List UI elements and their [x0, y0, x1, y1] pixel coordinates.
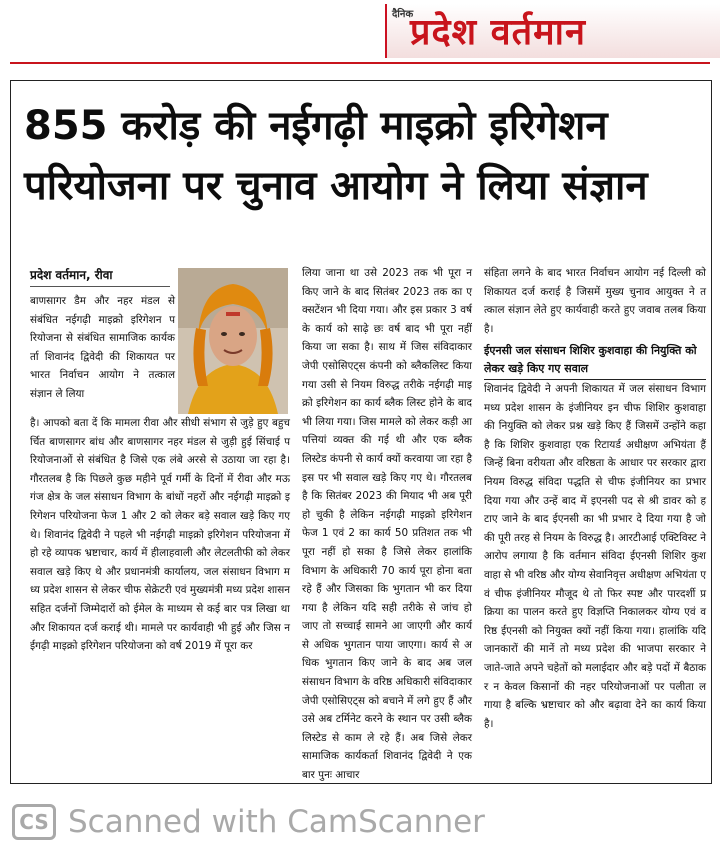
article-column-1-body: है। आपको बता दें कि मामला रीवा और सीधी संभाग से जुड़े हुए बहुचर्चित बाणसागर बांध और बाणसागर नहर मंडल से जुड़ी हुई सिंचाई परियोजनाओं से संबंधित है जिसे एक लंबे अरसे से उठाया जा रहा है। गौरतलब है कि पिछले कुछ महीने पूर्व गर्मी के दिनों में रीवा और मऊगंज क्षेत्र के जल संसाधन विभाग के बांधों नहरों और नईगढ़ी माइक्रो इरिगेशन परियोजना फेज 1 और 2 को लेकर बड़े सवाल खड़े किए गए थे। शिवानंद द्विवेदी ने पहले भी नईगढ़ी माइक्रो इरिगेशन परियोजना में हो रहे व्यापक भ्रष्टाचार, कार्य में हीलाहवाली और लेटलतीफी को लेकर सवाल खड़े किए थे और प्रधानमंत्री कार्यालय, जल संसाधन विभाग मध्य प्रदेश शासन से लेकर चीफ सेक्रेटरी एवं मुख्यमंत्री मध्य प्रदेश शासन सहित दर्जनों जिम्मेदारों को ईमेल के माध्यम से कई बार पत्र लिखा था और शिकायत दर्ज कराई थी। मामले पर कार्यवाही भी हुई और जिस नईगढ़ी माइक्रो इरिगेशन परियोजना को वर्ष 2019 में पूरा कर [30, 417, 290, 653]
article-column-1-intro: बाणसागर डैम और नहर मंडल से संबंधित नईगढ़ी माइक्रो इरिगेशन परियोजना से संबंधित सामाजिक कार्यकर्ता शिवानंद द्विवेदी की शिकायत पर भारत निर्वाचन आयोग ने तत्काल संज्ञान ले लिया [30, 295, 175, 400]
article-column-3-intro: संहिता लगने के बाद भारत निर्वाचन आयोग नई दिल्ली को शिकायत दर्ज कराई है जिसमें मुख्य चुनाव आयुक्त ने तत्काल संज्ञान लेते हुए कार्यवाही करते हुए जवाब तलब किया है। [484, 267, 706, 335]
newspaper-masthead [0, 0, 720, 64]
camscanner-icon: CS [12, 804, 56, 840]
article-headline [24, 96, 704, 216]
masthead-rule [10, 62, 710, 64]
article-column-3-body: शिवानंद द्विवेदी ने अपनी शिकायत में जल संसाधन विभाग मध्य प्रदेश शासन के इंजीनियर इन चीफ शिशिर कुशवाहा की नियुक्ति को लेकर प्रश्न खड़े किए हैं जिसमें उन्होंने कहा है कि शिशिर कुशवाहा एक रिटायर्ड अधीक्षण अभियंता हैं जिन्हें बिना वरीयता और वरिष्ठता के आधार पर सरकार द्वारा नियम विरुद्ध संविदा पद्धति से चीफ इंजीनियर का प्रभार दिया गया और उन्हें बाद में इएनसी पद से श्री डावर को हटाए जाने के बाद ईएनसी का भी प्रभार दे दिया गया है जो की पूरी तरह से नियम के विरुद्ध है। आरटीआई एक्टिविस्ट ने आरोप लगाया है कि वर्तमान संविदा ईएनसी शिशिर कुशवाहा से भी वरिष्ठ और योग्य सेवानिवृत्त अधीक्षण अभियंता एवं चीफ इंजीनियर मौजूद थे तो फिर स्पष्ट और पारदर्शी प्रक्रिया का पालन करते हुए विज्ञप्ति निकालकर योग्य एवं वरिष्ठ ईएनसी को नियुक्त क्यों नहीं किया गया। हालांकि यदि जानकारों की मानें तो मध्य प्रदेश की भाजपा सरकार ने जाते-जाते अपने चहेतों को मलाईदार और बड़े पदों में बैठाकर न केवल किसानों की नहर परियोजनाओं पर पलीता लगाया है बल्कि भ्रष्टाचार को और बढ़ावा देने का कार्य किया है। [484, 383, 707, 730]
author-photo [178, 268, 288, 414]
headline-line-1: 855 करोड़ की नईगढ़ी माइक्रो इरिगेशन [24, 103, 608, 149]
masthead-prefix: दैनिक [392, 9, 414, 20]
article-byline: प्रदेश वर्तमान, रीवा [30, 268, 113, 282]
masthead-title: प्रदेश वर्तमान [410, 12, 586, 53]
article-column-2: लिया जाना था उसे 2023 तक भी पूरा न किए जाने के बाद सितंबर 2023 तक का एक्सटेंशन भी दिया गया। और इस प्रकार 3 वर्ष के कार्य को साढ़े छः वर्ष बाद भी पूरा नहीं किया जा सका है। साथ में जिस संविदाकार जेपी एसोसिएट्स कंपनी को ब्लैकलिस्ट किया गया उसी से नियम विरुद्ध तरीके नईगढ़ी माइक्रो इरिगेशन का कार्य ब्लैक लिस्ट होने के बाद भी लिया गया। जिस मामले को लेकर कड़ी आपत्तियां व्यक्त की गई थी और एक ब्लैक लिस्टेड कंपनी से कार्य क्यों करवाया जा रहा है इस पर भी सवाल खड़े किए गए थे। गौरतलब है कि सितंबर 2023 की मियाद भी अब पूरी हो चुकी है लेकिन नईगढ़ी माइक्रो इरिगेशन फेज 1 एवं 2 का कार्य 50 प्रतिशत तक भी पूरा नहीं हो सका है जिसे लेकर हालांकि विभाग के अधिकारी 70 कार्य पूरा होना बता रहे हैं और जिसका कि भुगतान भी कर दिया गया है लेकिन यदि सही तरीके से जांच हो जाए तो सच्चाई सामने आ जाएगी और कार्य से अधिक भुगतान पाया जाएगा। कार्य से अधिक भुगतान किए जाने के बाद अब जल संसाधन विभाग के वरिष्ठ अधिकारी संविदाकार जेपी एसोसिएट्स को बचाने में लगे हुए हैं और उसे अब टर्मिनेट करने के स्थान पर उसी ब्लैकलिस्टेड से काम ले रहे हैं। अब जिसे लेकर सामाजिक कार्यकर्ता शिवानंद द्विवेदी ने एक बार पुनः आचार [302, 267, 472, 782]
byline-rule [30, 286, 170, 287]
camscanner-watermark [12, 804, 485, 840]
headline-line-2: परियोजना पर चुनाव आयोग ने लिया संज्ञान [24, 163, 648, 209]
article-subheading: ईएनसी जल संसाधन शिशिर कुशवाहा की नियुक्ति को लेकर खड़े किए गए सवाल [484, 344, 697, 375]
watermark-text: Scanned with CamScanner [68, 804, 485, 840]
portrait-illustration [178, 268, 288, 414]
